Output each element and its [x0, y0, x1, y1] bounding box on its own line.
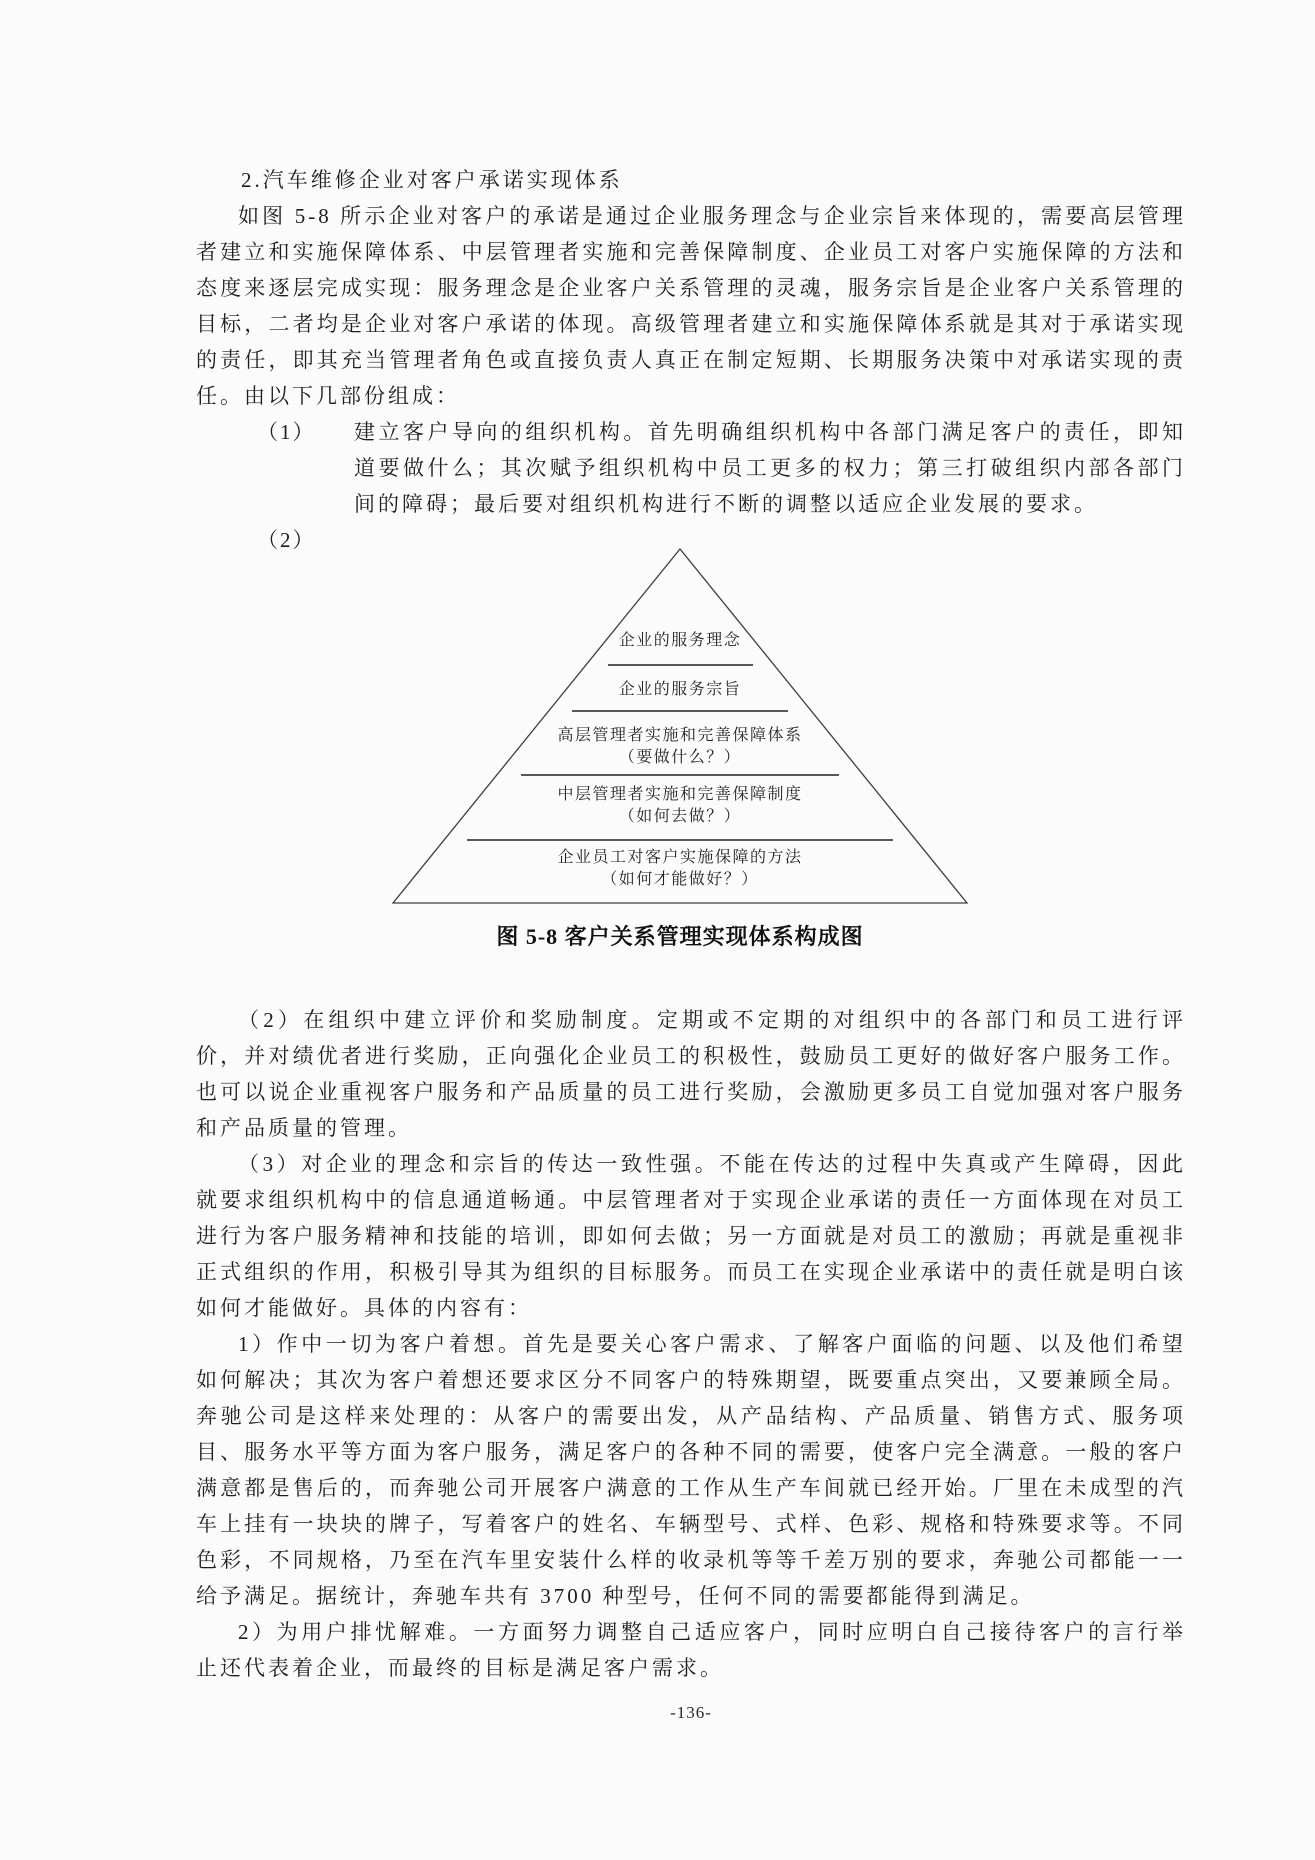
paragraph-sub-1: 1）作中一切为客户着想。首先是要关心客户需求、了解客户面临的问题、以及他们希望如何解决；其次为客户着想还要求区分不同客户的特殊期望，既要重点突出，又要兼顾全局。奔驰公司是这样来处理的：从客户的需要出发，从产品结构、产品质量、销售方式、服务项目、服务水平等方面为客户服务，满足客户的各种不同的需要，使客户完全满意。一般的客户满意都是售后的，而奔驰公司开展客户满意的工作从生产车间就已经开始。厂里在未成型的汽车上挂有一块块的牌子，写着客户的姓名、车辆型号、式样、色彩、规格和特殊要求等。不同色彩，不同规格，乃至在汽车里安装什么样的收录机等等千差万别的要求，奔驰公司都能一一给予满足。据统计，奔驰车共有 3700 种型号，任何不同的需要都能得到满足。: [196, 1332, 1186, 1608]
pyramid-level-4-label: [392, 784, 968, 828]
paragraph-2: （2）在组织中建立评价和奖励制度。定期或不定期的对组织中的各部门和员工进行评价，并对绩优者进行奖励，正向强化企业员工的积极性，鼓励员工更好的做好客户服务工作。也可以说企业重视客户服务和产品质量的员工进行奖励，会激励更多员工自觉加强对客户服务和产品质量的管理。: [196, 1008, 1186, 1140]
figure-5-8: [392, 548, 968, 904]
page-content: [196, 0, 1186, 1860]
pyramid-level-3-label: [392, 725, 968, 769]
pyramid-level-2-label: [392, 679, 968, 701]
list-item-1-text: 建立客户导向的组织机构。首先明确组织机构中各部门满足客户的责任，即知道要做什么；其次赋予组织机构中员工更多的权力；第三打破组织内部各部门间的障碍；最后要对组织机构进行不断的调整以适应企业发展的要求。: [354, 420, 1186, 516]
pyramid-level-4-line-2: （如何去做？）: [618, 808, 742, 825]
section-heading: 2.汽车维修企业对客户承诺实现体系: [241, 168, 623, 192]
list-item-1-marker: （1）: [257, 420, 316, 444]
pyramid-level-1-line-1: 企业的服务理念: [618, 632, 742, 649]
pyramid-level-5-line-1: 企业员工对客户实施保障的方法: [557, 849, 803, 866]
list-item-2-marker: （2）: [257, 528, 316, 552]
paragraph-3: （3）对企业的理念和宗旨的传达一致性强。不能在传达的过程中失真或产生障碍，因此就要求组织机构中的信息通道畅通。中层管理者对于实现企业承诺的责任一方面体现在对员工进行为客户服务精神和技能的培训，即如何去做；另一方面就是对员工的激励；再就是重视非正式组织的作用，积极引导其为组织的目标服务。而员工在实现企业承诺中的责任就是明白该如何才能做好。具体的内容有：: [196, 1152, 1186, 1320]
pyramid-level-3-line-2: （要做什么？）: [618, 749, 742, 766]
lower-paragraphs: [196, 1002, 1186, 1686]
figure-caption: 图 5-8 客户关系管理实现体系构成图: [496, 924, 864, 949]
pyramid-level-5-label: [392, 847, 968, 891]
intro-paragraph: 如图 5-8 所示企业对客户的承诺是通过企业服务理念与企业宗旨来体现的，需要高层管理者建立和实施保障体系、中层管理者实施和完善保障制度、企业员工对客户实施保障的方法和态度来逐层完成实现：服务理念是企业客户关系管理的灵魂，服务宗旨是企业客户关系管理的目标，二者均是企业对客户承诺的体现。高级管理者建立和实施保障体系就是其对于承诺实现的责任，即其充当管理者角色或直接负责人真正在制定短期、长期服务决策中对承诺实现的责任。由以下几部份组成：: [196, 204, 1186, 408]
pyramid-level-4-line-1: 中层管理者实施和完善保障制度: [557, 786, 803, 803]
pyramid-level-5-line-2: （如何才能做好？）: [601, 871, 759, 888]
page-number: -136-: [670, 1703, 712, 1722]
pyramid-level-3-line-1: 高层管理者实施和完善保障体系: [557, 727, 803, 744]
pyramid-level-2-line-1: 企业的服务宗旨: [618, 681, 742, 698]
pyramid-level-1-label: [392, 630, 968, 652]
paragraph-sub-2: 2）为用户排忧解难。一方面努力调整自己适应客户，同时应明白自己接待客户的言行举止还代表着企业，而最终的目标是满足客户需求。: [196, 1620, 1186, 1680]
